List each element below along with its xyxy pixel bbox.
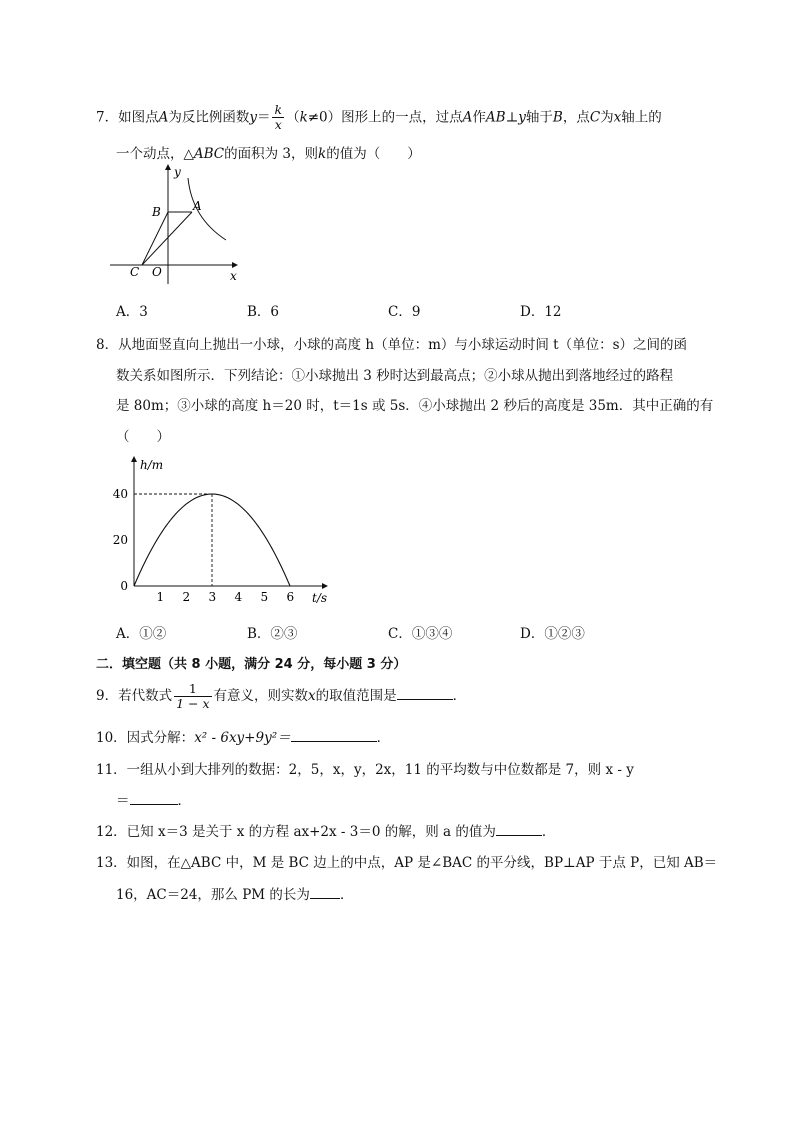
q7-label-a: A [193, 199, 202, 213]
q8-y-arrow [131, 456, 137, 462]
q13-line1: 13．如图，在△ABC 中，M 是 BC 边上的中点，AP 是∠BAC 的平分线，BP⊥AP 于点 P，已知 AB＝ [96, 855, 718, 871]
q8-line2: 数关系如图所示．下列结论：①小球抛出 3 秒时达到最高点；②小球从抛出到落地经过的路程 [116, 368, 674, 384]
section-heading: 二．填空题（共 8 小题，满分 24 分，每小题 3 分） [96, 657, 407, 672]
q7-option-c: C．9 [388, 304, 421, 320]
q9-line: 9．若代数式 $\frac{1}{1 - x}$ 有意义，则实数x的取值范围是 ． [96, 680, 467, 711]
q7-x-arrow [232, 262, 238, 268]
q8-chart [110, 450, 340, 612]
q7-label-y: y [174, 165, 181, 179]
q7-y-arrow [165, 164, 171, 170]
q8-x-arrow [322, 583, 328, 589]
q7-segment-ca [142, 212, 192, 265]
q8-option-a: A．①② [116, 626, 167, 642]
q7-fraction: $\frac{k}{x}$ [274, 102, 283, 133]
q8-y-label: h/m [140, 458, 164, 472]
q8-line1: 8．从地面竖直向上抛出一小球，小球的高度 h（单位：m）与小球运动时间 t（单位：s）之间的函 [96, 337, 688, 353]
q11-answer-blank[interactable] [130, 792, 178, 805]
q7-label-c: C [130, 265, 140, 279]
q7-line1: 7．如图点A为反比例函数y＝ $\frac{k}{x}$ （k≠0）图形上的一点，过点A作AB⊥y轴于B，点C为x轴上的 [96, 102, 662, 133]
q8-x-tick-label: 1 [156, 590, 165, 604]
q8-x-tick-label: 2 [182, 590, 191, 604]
q12-answer-blank[interactable] [496, 823, 542, 836]
q7-option-d: D．12 [520, 304, 562, 320]
q8-line3: 是 80m；③小球的高度 h＝20 时，t＝1s 或 5s．④小球抛出 2 秒后的高度是 35m．其中正确的有 [116, 398, 714, 414]
q9-fraction: $\frac{1}{1 - x}$ [176, 680, 210, 711]
q10-line: 10．因式分解：x² - 6xy+9y²＝ ． [96, 730, 391, 746]
q8-option-c: C．①③④ [388, 626, 453, 642]
q8-option-b: B．②③ [247, 626, 298, 642]
q8-x-tick-label: 4 [234, 590, 243, 604]
q7-option-b: B．6 [247, 304, 280, 320]
q7-line2: 一个动点，△ABC的面积为 3，则k的值为（ ） [116, 146, 421, 162]
q8-line4: （ ） [116, 429, 170, 445]
q13-answer-blank[interactable] [310, 886, 340, 899]
q10-answer-blank[interactable] [291, 729, 377, 742]
q8-x-label: t/s [312, 591, 328, 605]
q8-y-tick-label: 0 [120, 579, 128, 593]
q11-line1: 11．一组从小到大排列的数据：2，5，x，y，2x，11 的平均数与中位数都是 7，则 x - y [96, 762, 634, 778]
q8-y-tick-label: 20 [112, 533, 128, 547]
q7-segment-cb [142, 212, 168, 265]
q8-x-tick-label: 3 [208, 590, 217, 604]
q7-figure [106, 162, 246, 286]
q9-answer-blank[interactable] [397, 687, 453, 700]
q7-label-b: B [152, 205, 161, 219]
q8-x-tick-label: 5 [260, 590, 269, 604]
q7-option-a: A．3 [116, 304, 148, 320]
q8-option-d: D．①②③ [520, 626, 585, 642]
q11-line2: ＝ ． [116, 793, 191, 809]
q8-y-tick-label: 40 [112, 487, 128, 501]
q12-line: 12．已知 x＝3 是关于 x 的方程 ax+2x - 3＝0 的解，则 a 的值为 ． [96, 824, 556, 840]
q8-x-tick-label: 6 [286, 590, 295, 604]
q13-line2: 16，AC＝24，那么 PM 的长为 ． [116, 887, 354, 903]
q7-label-x: x [230, 269, 237, 283]
q7-label-o: O [152, 265, 162, 279]
